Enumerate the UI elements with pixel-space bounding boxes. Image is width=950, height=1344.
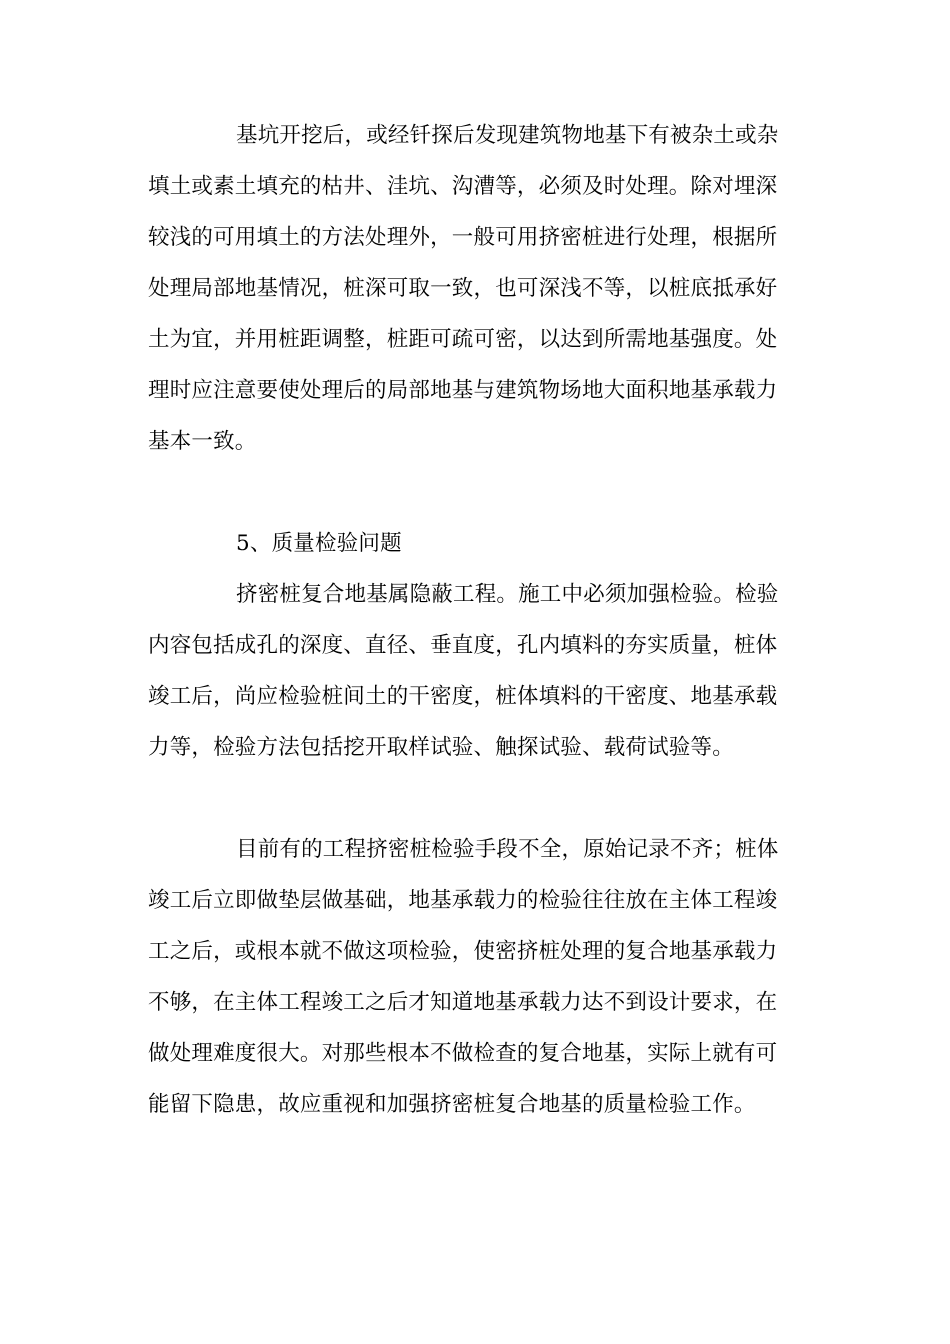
paragraph-line: 工之后，或根本就不做这项检验，使密挤桩处理的复合地基承载力 — [148, 939, 778, 964]
paragraph-line: 力等，检验方法包括挖开取样试验、触探试验、载荷试验等。 — [148, 735, 734, 760]
paragraph-line: 处理局部地基情况，桩深可取一致，也可深浅不等，以桩底抵承好 — [148, 276, 778, 301]
paragraph-line: 不够，在主体工程竣工之后才知道地基承载力达不到设计要求，在 — [148, 990, 778, 1015]
paragraph-line: 基本一致。 — [148, 429, 257, 454]
paragraph-line: 做处理难度很大。对那些根本不做检查的复合地基，实际上就有可 — [148, 1041, 778, 1066]
paragraph-line: 基坑开挖后，或经钎探后发现建筑物地基下有被杂土或杂 — [236, 123, 779, 148]
section-heading-quality-inspection: 5、质量检验问题 — [236, 531, 402, 556]
paragraph-line: 理时应注意要使处理后的局部地基与建筑物场地大面积地基承载力 — [148, 378, 778, 403]
paragraph-line: 填土或素土填充的枯井、洼坑、沟漕等，必须及时处理。除对埋深 — [148, 174, 778, 199]
paragraph-line: 内容包括成孔的深度、直径、垂直度，孔内填料的夯实质量，桩体 — [148, 633, 778, 658]
paragraph-line: 目前有的工程挤密桩检验手段不全，原始记录不齐；桩体 — [236, 837, 779, 862]
paragraph-line: 竣工后，尚应检验桩间土的干密度，桩体填料的干密度、地基承载 — [148, 684, 778, 709]
paragraph-line: 挤密桩复合地基属隐蔽工程。施工中必须加强检验。检验 — [236, 582, 779, 607]
paragraph-line: 能留下隐患，故应重视和加强挤密桩复合地基的质量检验工作。 — [148, 1092, 756, 1117]
paragraph-line: 土为宜，并用桩距调整，桩距可疏可密，以达到所需地基强度。处 — [148, 327, 778, 352]
paragraph-line: 竣工后立即做垫层做基础，地基承载力的检验往往放在主体工程竣 — [148, 888, 778, 913]
paragraph-line: 较浅的可用填土的方法处理外，一般可用挤密桩进行处理，根据所 — [148, 225, 778, 250]
